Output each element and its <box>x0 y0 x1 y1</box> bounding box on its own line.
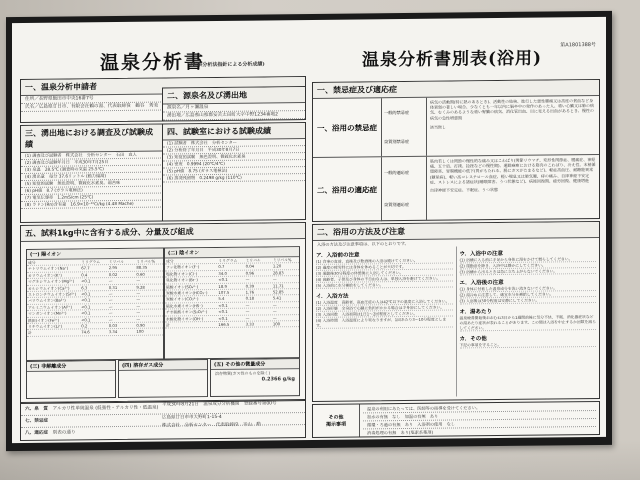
anion-table <box>164 246 300 359</box>
bathing-columns <box>313 245 599 398</box>
ion-cell: <0.1 <box>81 304 91 310</box>
cation-grid <box>27 259 163 337</box>
bathing-block-line: (2) 入浴形態 全身浴で心臓に負担がかかる場合は半身浴にしてください。 <box>316 304 453 311</box>
bathing-block-line: (4) 高齢者、子供及び身体の不自由な人は、単独入浴を避けてください。 <box>316 275 453 282</box>
ion-cell: 1.76 <box>245 289 255 295</box>
ion-cell: <0.1 <box>218 302 228 308</box>
survey-row: (1) 調査及び試験者 株式会社 分析センター 石田 直人 <box>21 152 163 160</box>
ion-cell: 0.4 <box>81 272 88 278</box>
ion-cell: — <box>245 308 250 314</box>
ion-cell: ストロンチウムイオン(Sr²⁺) <box>28 291 77 297</box>
indication-label: 二、浴用の適応症 <box>313 157 382 222</box>
indication-section <box>312 79 600 222</box>
ion-cell: カルシウムイオン(Ca²⁺) <box>28 285 70 291</box>
footer-line: 平成30年8月21日 温泉成分分析機関 登録番号第00号 <box>162 401 277 408</box>
ion-cell: 0.39 <box>245 283 255 289</box>
ion-cell: — <box>108 316 113 322</box>
bathing-block-line: (1) 入浴温度 高齢者、高血圧症の人は42℃以下の温度に入浴してください。 <box>316 298 453 305</box>
bathing-block-line: (3) 運動後30分程度の休憩後に入浴してください。 <box>316 269 453 276</box>
indication-general: 筋肉若しくは関節の慢性的な痛み又はこわばり(関節リウマチ、変形性関節症、腰痛症、神経痛、五十肩、打撲、捻挫などの慢性期)、運動麻痺における筋肉のこわばり、冷え性、末梢循環障害、胃腸機能の低下(胃がもたれる、腸にガスがたまるなど)、軽症高血圧、耐糖能異常(糖尿病)、軽い高コレステロール血症、軽い喘息又は肺気腫、痔の痛み、自律神経不安定症、ストレスによる諸症状(睡眠障害、うつ状態など)、病後回復期、疲労回復、健康増進 <box>430 157 596 185</box>
ion-cell: — <box>136 309 141 315</box>
contraindication-subheads <box>382 98 427 156</box>
applicant-row: 氏名／広島県廿日市、有限会社鶴の湯、代表取締役 鶴谷 秀美 <box>21 101 305 112</box>
lab-section <box>162 122 306 222</box>
bathing-block-line: (1) 浴槽に入る前に手足から身体に湯をかけて慣らしてください。 <box>460 256 597 263</box>
lab-row: (4) 密度 0.9994 (20℃/4℃) <box>163 160 305 168</box>
subhead: 泉質別禁忌症 <box>384 138 410 144</box>
ion-cell: 3.33 <box>245 321 255 327</box>
survey-heading: 三、湧出地における調査及び試験成績 <box>21 125 163 153</box>
survey-row: (8) ラドン(Rn)含有量 16.9×10⁻¹⁰Ci/kg (4.48 Mache) <box>21 201 163 209</box>
ion-cell: 6.3 <box>81 284 88 290</box>
ion-cell: マンガンイオン(Mn²⁺) <box>28 310 67 317</box>
ion-cell: <0.1 <box>81 278 91 284</box>
source-row: 湧出地／広島県山県郡安芸太田町大字中野1234番地2 <box>163 111 305 120</box>
ion-cell: — <box>272 276 277 282</box>
ion-cell: 炭酸水素イオン(HCO₃⁻) <box>166 290 208 296</box>
ion-cell: 0.02 <box>108 271 118 277</box>
ion-cell: — <box>108 278 113 284</box>
ion-cell: 1.20 <box>272 263 282 269</box>
subhead: 一般的適応症 <box>384 169 410 176</box>
bathing-block-title: イ．入浴方法 <box>316 293 349 300</box>
survey-row: (6) pH値 8.7 (ガラス電極法) <box>21 187 163 195</box>
notice-line: 加水の有無 なし 加温の有無 あり <box>363 411 596 421</box>
ion-cell: バリウムイオン(Ba²⁺) <box>28 297 66 304</box>
left-subtitle: (鉱泉分析法指針による分析成績) <box>190 61 265 69</box>
ion-cell: — <box>108 303 113 309</box>
cation-table-title: (一) 陽イオン <box>27 249 163 260</box>
ion-cell: 0.96 <box>245 270 255 276</box>
ion-cell: — <box>245 276 250 282</box>
bathing-block-line: (1) 身体に付着した温泉成分を洗い流さないでください。 <box>460 285 597 292</box>
trace-title: (五) その他の微量成分 <box>211 359 299 370</box>
subhead: 泉質別適応症 <box>384 201 410 208</box>
ion-cell: — <box>108 291 113 297</box>
ion-cell: 74.6 <box>81 329 90 335</box>
col-head: ミリバル <box>108 258 124 265</box>
ion-cell: 100 <box>136 329 144 335</box>
field-label: 八、適応症 <box>25 430 48 436</box>
ion-cell: <0.1 <box>218 315 228 321</box>
bathing-method-section <box>312 221 600 402</box>
lab-heading: 四、試験室における試験成績 <box>163 123 305 140</box>
ion-cell: <0.1 <box>81 310 91 316</box>
anion-grid <box>165 257 299 329</box>
total-label: 溶存物質(ガス性のものを除く) <box>215 370 271 376</box>
contraindication-text <box>427 96 599 156</box>
notice-line: 循環・ろ過の有無 あり 入浴剤の使用 なし <box>363 419 596 429</box>
reference-number: 第A1801388号 <box>560 41 596 49</box>
ion-cell: <0.1 <box>81 316 91 322</box>
lab-row: (1) 試験者 株式会社 分析センター <box>163 139 305 147</box>
source-row: 源泉名／月ヶ瀬温泉 <box>163 103 305 112</box>
survey-row: (2) 調査及び試験年月日 平成30年7月25日 <box>21 159 163 167</box>
ion-cell: マグネシウムイオン(Mg²⁺) <box>28 278 75 285</box>
lab-row: (6) 蒸発残留物 0.2498 g/kg (110℃) <box>163 174 305 182</box>
lab-row: (2) 分析終了年月日 平成30年8月7日 <box>163 146 305 154</box>
indication-heading: 一、禁忌症及び適応症 <box>313 80 599 99</box>
undissociated-table <box>26 360 116 399</box>
field-value: アルカリ性単純温泉 (低張性・アルカリ性・低温泉) <box>52 405 159 412</box>
field-label: 七、禁忌症 <box>25 418 48 424</box>
anion-table-title: (二) 陰イオン <box>165 247 299 258</box>
indication-specific: 自律神経不安定症、不眠症、うつ状態 <box>430 187 498 193</box>
survey-row: (7) 電気伝導率 1.2mS/cm (25℃) <box>21 194 163 202</box>
lab-row: (3) 知覚的試験 無色澄明、微硫化水素臭 <box>163 153 305 161</box>
ion-cell: 88.35 <box>136 265 148 271</box>
indication-text <box>427 155 599 221</box>
bathing-block-line: 下記の事項を守ること。 <box>460 341 597 348</box>
ion-cell: 鉄(II)イオン(Fe²⁺) <box>28 317 60 323</box>
ion-cell: <0.1 <box>218 308 228 315</box>
ion-cell: 0.31 <box>108 284 118 290</box>
bathing-block-line: 温泉療養開始後おおむね3日から1週間前後に気分不快、不眠、消化器症状などの湯あたり症状が表れることがあります。この間は入浴を中止するか回数を減らしてください。 <box>459 314 596 331</box>
ion-cell: — <box>136 297 141 303</box>
ion-cell: — <box>272 314 277 320</box>
indication-row <box>313 155 599 222</box>
footer-line: 広島県廿日市市大野町1-15-4 <box>162 414 222 421</box>
ion-cell: — <box>136 290 141 296</box>
col-head: 成分 <box>28 259 36 265</box>
ion-cell: 0.7 <box>218 264 225 270</box>
ion-cell: 臭化物イオン(Br⁻) <box>166 277 198 283</box>
bathing-intro: 入浴の方法及び注意事項は、以下のとおりです。 <box>317 240 409 247</box>
bathing-block-line: (2) 運動浴を除き、入浴中は静かにしてください。 <box>460 262 597 269</box>
subhead: 一般的禁忌症 <box>384 109 410 115</box>
ion-cell: 炭酸イオン(CO₃²⁻) <box>166 296 199 302</box>
bathing-block-line: (4) 入浴時間 入浴温度により異なりますが、1回あたり3～10分程度とします。 <box>316 316 453 328</box>
composition-heading: 五、試料1kg中に含有する成分、分量及び組成 <box>21 223 305 242</box>
ion-cell: 0.04 <box>245 263 255 270</box>
ion-cell: — <box>272 302 277 308</box>
bathing-block-line: (3) 入浴後は30分程度は安静にしてください。 <box>460 297 597 304</box>
cation-table <box>26 248 164 361</box>
ion-cell: 34.0 <box>218 270 227 276</box>
undissociated-title: (三) 非解離成分 <box>27 361 115 372</box>
ion-cell: 0.90 <box>136 322 145 328</box>
col-head: ミリグラム <box>81 259 101 265</box>
ion-cell: 52.85 <box>272 289 284 295</box>
col-head: 成分 <box>166 258 174 264</box>
field-label: 六、泉 質 <box>25 406 48 412</box>
ion-cell: 67.7 <box>81 265 90 271</box>
ion-cell: 9.28 <box>136 284 145 290</box>
bathing-col-left <box>313 246 457 398</box>
bathing-block-line: (5) 入浴前に水分補給をしてください。 <box>316 281 453 288</box>
left-title: 温泉分析書 <box>100 51 206 75</box>
contraindication-label: 一、浴用の禁忌症 <box>313 98 382 157</box>
ion-cell: 計 <box>28 330 32 336</box>
ion-cell: 計 <box>166 322 170 328</box>
document-sheet <box>12 17 606 443</box>
ion-cell: — <box>136 316 141 322</box>
col-head: ミリバル <box>245 257 261 263</box>
ion-cell: 3.34 <box>108 329 118 335</box>
ion-cell: 0.60 <box>136 271 145 277</box>
survey-row: (5) 知覚的試験 無色澄明、微硫化水素臭、弱苦味 <box>21 180 163 188</box>
ion-cell: 107.5 <box>218 289 230 295</box>
source-heading: 二、源泉名及び湧出地 <box>163 87 305 104</box>
ion-cell: 5.4 <box>218 296 225 302</box>
contraindication-general: 病気の活動期(特に熱のあるとき)、活動性の結核、進行した悪性腫瘍又は高度の貧血など身体衰弱の著しい場合、少なくとも一年以内に脳卒中の発作のあった人、重い心臓又は肺の病気、むくみのあるような重い腎臓の病気、消化管出血、目に見える出血があるとき、慢性の病気の急性増悪期 <box>430 98 594 121</box>
bathing-block-title: カ．その他 <box>459 336 487 343</box>
survey-row: (3) 泉温 28.5℃ (調査時の気温 25.5℃) <box>21 166 163 174</box>
footer-line: 株式会社 分析センター 代表取締役 平山 勲 <box>162 422 261 429</box>
ion-cell: 100 <box>272 321 281 327</box>
bathing-block-title: エ．入浴後の注意 <box>459 279 504 287</box>
ion-cell: 0.2 <box>81 323 88 329</box>
ion-cell: 11.71 <box>272 282 284 288</box>
contraindication-row <box>313 96 599 158</box>
survey-section <box>20 124 164 224</box>
applicant-heading: 一、温泉分析申請者 <box>21 77 305 96</box>
dissolved-gas-table <box>118 359 208 398</box>
bathing-block-line: (3) 入浴回数 入浴初期は1日1～2回程度としてください。 <box>316 310 453 317</box>
right-title: 温泉分析書別表(浴用) <box>362 48 543 71</box>
ion-cell: — <box>136 277 141 283</box>
bathing-block-line: (3) 浴槽から出るときは急に立ち上がらないでください。 <box>460 268 597 275</box>
col-head: ミリバル% <box>136 258 156 264</box>
ion-cell: 166.5 <box>218 321 230 327</box>
survey-row: (4) 湧出量 毎分 37.6リットル (動力揚湯) <box>21 173 163 181</box>
trace-table <box>210 358 300 397</box>
bathing-block-title: オ．湯あたり <box>459 309 493 316</box>
ion-cell: — <box>272 308 277 314</box>
indication-subheads <box>382 157 427 221</box>
ion-cell: カリウムイオン(K⁺) <box>28 272 62 278</box>
notice-line: 消毒処理の有無 あり(塩素系薬剤) <box>367 429 434 436</box>
lab-row: (5) pH値 8.75 (ガラス電極法) <box>163 167 305 175</box>
ion-cell: 硫酸イオン(SO₄²⁻) <box>166 283 199 290</box>
bathing-block-line: (1) 食事の直前、直後及び飲酒後の入浴は避けてください。 <box>316 257 453 264</box>
dissolved-gas-title: (四) 溶存ガス成分 <box>119 360 207 371</box>
ion-cell: 18.9 <box>218 283 227 289</box>
ion-cell: — <box>108 310 113 316</box>
other-notices-lines <box>360 402 599 437</box>
col-head: ミリバル% <box>272 257 292 263</box>
ion-cell: — <box>136 303 141 309</box>
bathing-block-title: ウ．入浴中の注意 <box>459 250 504 258</box>
field-value: 別表の通り <box>52 430 76 436</box>
ion-row <box>27 329 163 337</box>
ion-cell: 水酸化物イオン(OH⁻) <box>166 315 204 322</box>
ion-row <box>165 321 299 329</box>
ion-cell: 0.18 <box>245 295 255 302</box>
ion-cell: アルミニウムイオン(Al³⁺) <box>28 304 72 310</box>
contraindication-specific: 該当無し <box>430 124 446 130</box>
ion-cell: 0.03 <box>108 322 118 329</box>
ion-cell: <0.1 <box>218 277 228 283</box>
total-value: 0.2366 g/kg <box>261 376 295 383</box>
ion-cell: — <box>245 302 250 308</box>
bathing-method-heading: 二、浴用の方法及び注意 <box>313 222 599 241</box>
ion-cell: フッ化物イオン(F⁻) <box>166 264 200 270</box>
bathing-block-line: (2) 湯冷めに注意して、適宜水分を補給してください。 <box>460 291 597 298</box>
bathing-block-line: (2) 過度の疲労時には身体を休めることが大切です。 <box>316 263 453 270</box>
ion-cell: — <box>108 297 113 303</box>
source-section <box>162 86 306 122</box>
notice-line: 温泉の利用にあたっては、医師等の指導を受けてください。 <box>363 403 596 413</box>
ion-cell: 5.41 <box>272 295 282 301</box>
ion-cell: <0.1 <box>81 297 91 303</box>
ion-cell: — <box>245 315 250 321</box>
floor-shadow <box>0 440 640 480</box>
ion-cell: チオ硫酸イオン(S₂O₃²⁻) <box>166 309 208 315</box>
ion-cell: ナトリウムイオン(Na⁺) <box>28 265 69 272</box>
col-head: ミリグラム <box>218 257 238 263</box>
ion-cell: 2.95 <box>108 265 118 271</box>
ion-cell: リチウムイオン(Li⁺) <box>28 323 63 329</box>
other-notices-label: その他 掲示事項 <box>313 404 360 436</box>
bathing-col-right <box>457 245 600 396</box>
ion-cell: 28.83 <box>272 270 284 276</box>
applicant-row: 住所／長野県飯田市中央16番7号 <box>21 93 305 104</box>
bathing-block-title: ア．入浴前の注意 <box>316 252 360 259</box>
ion-cell: <0.1 <box>81 291 91 297</box>
ion-cell: 塩化物イオン(Cl⁻) <box>166 270 198 277</box>
ion-cell: 硫化水素イオン(HS⁻) <box>166 302 203 309</box>
other-notices <box>312 401 600 438</box>
